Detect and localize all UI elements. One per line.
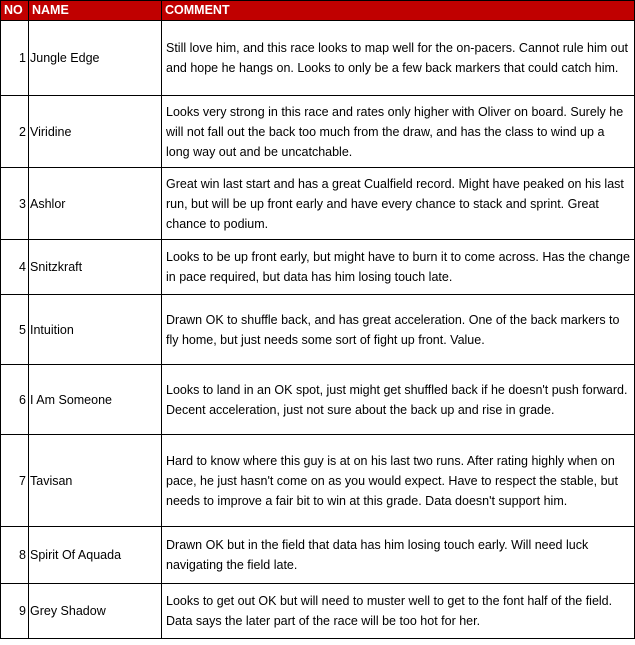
header-no: NO <box>1 1 29 21</box>
table-row <box>1 584 635 639</box>
row-number: 7 <box>1 435 29 527</box>
row-number: 1 <box>1 21 29 96</box>
header-name: NAME <box>29 1 162 21</box>
header-comment: COMMENT <box>162 1 635 21</box>
horse-name: Snitzkraft <box>29 240 162 295</box>
comment-cell: Looks very strong in this race and rates only higher with Oliver on board. Surely he will not fall out the back too much from the draw, and has the class to wind up a long way out and be uncatchable. <box>162 96 635 168</box>
table-row <box>1 21 635 96</box>
horse-name: Viridine <box>29 96 162 168</box>
row-number: 5 <box>1 295 29 365</box>
table-row <box>1 365 635 435</box>
table-row <box>1 168 635 240</box>
comment-cell: Looks to get out OK but will need to muster well to get to the font half of the field. Data says the later part of the race will be too hot for her. <box>162 584 635 639</box>
table-row <box>1 527 635 584</box>
horse-name: Tavisan <box>29 435 162 527</box>
horse-name: Intuition <box>29 295 162 365</box>
table-body <box>1 21 635 639</box>
table-row <box>1 240 635 295</box>
comment-cell: Looks to be up front early, but might have to burn it to come across. Has the change in pace required, but data has him losing touch late. <box>162 240 635 295</box>
table-row <box>1 435 635 527</box>
row-number: 8 <box>1 527 29 584</box>
comment-cell: Looks to land in an OK spot, just might get shuffled back if he doesn't push forward. Decent acceleration, just not sure about the back up and rise in grade. <box>162 365 635 435</box>
horse-name: Spirit Of Aquada <box>29 527 162 584</box>
table-header <box>1 1 635 21</box>
horse-name: Grey Shadow <box>29 584 162 639</box>
horse-name: Jungle Edge <box>29 21 162 96</box>
row-number: 3 <box>1 168 29 240</box>
comment-cell: Still love him, and this race looks to map well for the on-pacers. Cannot rule him out and hope he hangs on. Looks to only be a few back markers that could catch him. <box>162 21 635 96</box>
comment-cell: Drawn OK to shuffle back, and has great acceleration. One of the back markers to fly home, but just needs some sort of fight up front. Value. <box>162 295 635 365</box>
row-number: 9 <box>1 584 29 639</box>
comment-cell: Hard to know where this guy is at on his last two runs. After rating highly when on pace, he just hasn't come on as you would expect. Have to respect the stable, but needs to improve a fair bit to win at this grade. Data doesn't support him. <box>162 435 635 527</box>
comment-cell: Drawn OK but in the field that data has him losing touch early. Will need luck navigating the field late. <box>162 527 635 584</box>
row-number: 4 <box>1 240 29 295</box>
row-number: 6 <box>1 365 29 435</box>
comment-cell: Great win last start and has a great Cualfield record. Might have peaked on his last run, but will be up front early and have every chance to stack and sprint. Great chance to podium. <box>162 168 635 240</box>
row-number: 2 <box>1 96 29 168</box>
header-row <box>1 1 635 21</box>
table-row <box>1 295 635 365</box>
horse-name: I Am Someone <box>29 365 162 435</box>
horse-name: Ashlor <box>29 168 162 240</box>
table-row <box>1 96 635 168</box>
